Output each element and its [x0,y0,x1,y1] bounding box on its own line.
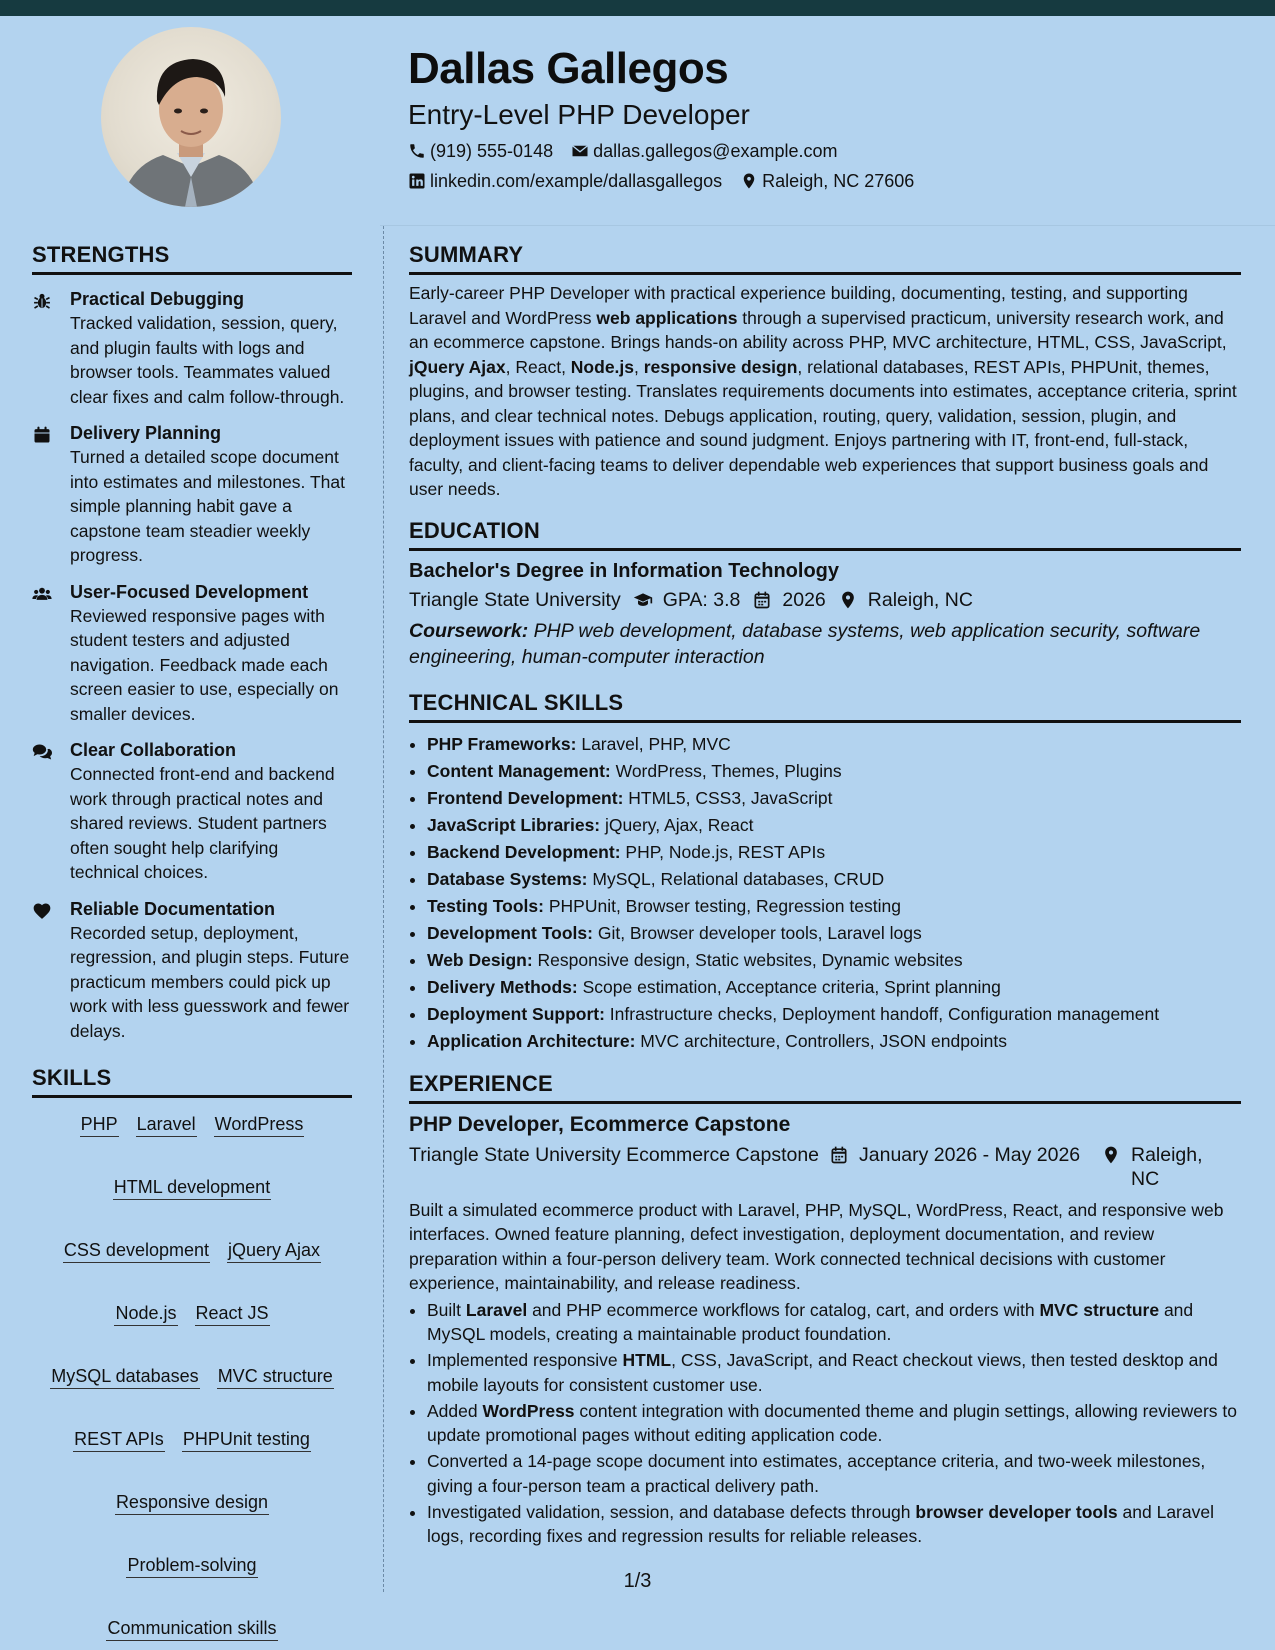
map-marker-icon [740,172,758,190]
linkedin-icon [408,172,426,190]
job-dates: January 2026 - May 2026 [859,1143,1081,1166]
linkedin-contact[interactable] [408,166,722,196]
list-item: • Added WordPress content integration with documented theme and plugin settings, allowing reviewers to update promotional pages without editing application code. [427,1399,1241,1448]
list-item: • Content Management: WordPress, Themes, Plugins [427,758,1241,785]
map-marker-icon [838,590,858,610]
phone-contact[interactable] [408,136,553,166]
list-item: • Delivery Methods: Scope estimation, Acceptance criteria, Sprint planning [427,974,1241,1001]
job-location: Raleigh, NC [1131,1143,1203,1190]
school-name: Triangle State University [409,588,621,611]
strength-item [32,421,352,568]
phone-text: (919) 555-0148 [430,141,554,161]
list-item: • Backend Development: PHP, Node.js, REST APIs [427,839,1241,866]
skill-tag: MVC structure [217,1364,334,1389]
skill-tag: HTML development [113,1175,271,1200]
candidate-name: Dallas Gallegos [408,44,729,93]
contact-row-1 [408,136,1248,166]
candidate-role: Entry-Level PHP Developer [408,99,750,130]
skill-tag: Problem-solving [126,1553,257,1578]
strength-text: Connected front-end and backend work through practical notes and shared reviews. Student partners often sought help clarifying technical choices. [70,764,335,882]
list-item: • Database Systems: MySQL, Relational databases, CRUD [427,866,1241,893]
experience-heading: EXPERIENCE [409,1069,1241,1104]
email-text: dallas.gallegos@example.com [593,141,838,161]
company-name: Triangle State University Ecommerce Capstone [409,1143,820,1166]
education-heading: EDUCATION [409,516,1241,551]
column-divider [383,226,384,1592]
skill-tag: Laravel [136,1112,197,1137]
skill-tag: CSS development [63,1238,210,1263]
strength-item [32,287,352,409]
page-number: 1/3 [623,1570,652,1592]
skill-tag: WordPress [214,1112,305,1137]
list-item: • Web Design: Responsive design, Static websites, Dynamic websites [427,947,1241,974]
heart-icon [32,901,52,921]
strength-item [32,580,352,727]
job-meta [409,1143,1241,1192]
list-item: • Implemented responsive HTML, CSS, JavaScript, and React checkout views, then tested desktop and mobile layouts for consistent customer use. [427,1348,1241,1397]
technical-skills-list [409,731,1241,1055]
job-title: PHP Developer, Ecommerce Capstone [409,1112,791,1136]
skill-tag: MySQL databases [50,1364,199,1389]
list-item: • Converted a 14-page scope document into estimates, acceptance criteria, and two-week milestones, giving a four-person team a practical delivery path. [427,1449,1241,1498]
comments-icon [32,742,52,762]
graduation-cap-icon [633,590,653,610]
map-marker-icon [1101,1145,1121,1165]
profile-photo [101,27,281,207]
graduation-year: 2026 [782,588,826,611]
strength-title: Reliable Documentation [70,898,276,919]
job-bullets [409,1298,1241,1549]
list-item: • Investigated validation, session, and database defects through browser developer tools and Laravel logs, recording fixes and regression results for reliable releases. [427,1500,1241,1549]
list-item: • Application Architecture: MVC architecture, Controllers, JSON endpoints [427,1028,1241,1055]
users-icon [32,584,52,604]
skill-tag: jQuery Ajax [227,1238,321,1263]
envelope-icon [571,142,589,160]
skill-tag: Node.js [114,1301,177,1326]
right-column [409,240,1241,1550]
strengths-heading: STRENGTHS [32,240,352,275]
skill-tag: REST APIs [73,1427,165,1452]
resume-header [408,40,1248,196]
strength-item [32,897,352,1044]
list-item: • Testing Tools: PHPUnit, Browser testing, Regression testing [427,893,1241,920]
skill-tag: PHP [80,1112,119,1137]
list-item: • Development Tools: Git, Browser developer tools, Laravel logs [427,920,1241,947]
strength-text: Recorded setup, deployment, regression, and plugin steps. Future practicum members could pick up work with less guesswork and fewer delays. [70,922,350,1041]
list-item: • JavaScript Libraries: jQuery, Ajax, React [427,812,1241,839]
list-item: • Frontend Development: HTML5, CSS3, JavaScript [427,785,1241,812]
bug-icon [32,291,52,311]
job-description: Built a simulated ecommerce product with Laravel, PHP, MySQL, WordPress, React, and responsive web interfaces. Owned feature planning, defect investigation, deployment documentation, and review preparation within a four-person delivery team. Work connected technical decisions with customer experience, maintainability, and release readiness. [409,1199,1224,1293]
calendar-icon [32,425,52,445]
left-column [32,240,352,1641]
skill-tag: Communication skills [106,1616,277,1641]
education-meta [409,585,1241,615]
phone-icon [408,142,426,160]
strength-text: Reviewed responsive pages with student testers and adjusted navigation. Feedback made each screen easier to use, especially on smaller devices. [70,605,339,724]
summary-heading: SUMMARY [409,240,1241,275]
summary-text: Early-career PHP Developer with practical experience building, documenting, testing, and supporting Laravel and WordPress web applications through a supervised practicum, university research work, and an ecommerce capstone. Brings hands-on ability across PHP, MVC architecture, HTML, CSS, JavaScript, jQuery Ajax, React, Node.js, responsive design, relational databases, REST APIs, PHPUnit, themes, plugins, and browser testing. Translates requirements documents into estimates, acceptance criteria, sprint plans, and clear technical notes. Debugs application, routing, query, validation, session, plugin, and deployment issues with patience and sound judgment. Enjoys partnering with IT, front-end, full-stack, faculty, and client-facing teams to deliver dependable web experiences that support business goals and user needs. [409,283,1237,499]
list-item: • Built Laravel and PHP ecommerce workflows for catalog, cart, and orders with MVC structure and MySQL models, creating a maintainable product foundation. [427,1298,1241,1347]
strength-title: User-Focused Development [70,581,309,602]
coursework: Coursework: PHP web development, database systems, web application security, software engineering, human-computer interaction [409,619,1201,668]
calendar-icon [829,1145,849,1165]
skills-tags [32,1112,352,1641]
strength-title: Practical Debugging [70,289,245,309]
skill-tag: PHPUnit testing [182,1427,311,1452]
list-item: • PHP Frameworks: Laravel, PHP, MVC [427,731,1241,758]
portrait-image [101,27,281,207]
strength-text: Tracked validation, session, query, and plugin faults with logs and browser tools. Teammates valued clear fixes and calm follow-through. [70,313,345,407]
list-item: • Deployment Support: Infrastructure checks, Deployment handoff, Configuration management [427,1001,1241,1028]
top-bar [0,0,1275,16]
location-contact [740,166,914,196]
skills-heading: SKILLS [32,1063,352,1098]
email-contact[interactable] [571,136,837,166]
education-location: Raleigh, NC [867,588,973,611]
strength-item [32,738,352,885]
skill-tag: Responsive design [115,1490,269,1515]
degree-title: Bachelor's Degree in Information Technology [409,559,840,582]
gpa-text: GPA: 3.8 [662,588,741,611]
skill-tag: React JS [195,1301,270,1326]
strength-title: Clear Collaboration [70,740,237,760]
header-divider [380,225,1275,226]
strength-title: Delivery Planning [70,423,222,443]
contact-row-2 [408,166,1248,196]
technical-skills-heading: TECHNICAL SKILLS [409,688,1241,723]
calendar-icon [752,590,772,610]
location-text: Raleigh, NC 27606 [762,171,915,191]
linkedin-text: linkedin.com/example/dallasgallegos [430,171,723,191]
strength-text: Turned a detailed scope document into estimates and milestones. That simple planning habit gave a capstone team steadier weekly progress. [70,447,345,565]
